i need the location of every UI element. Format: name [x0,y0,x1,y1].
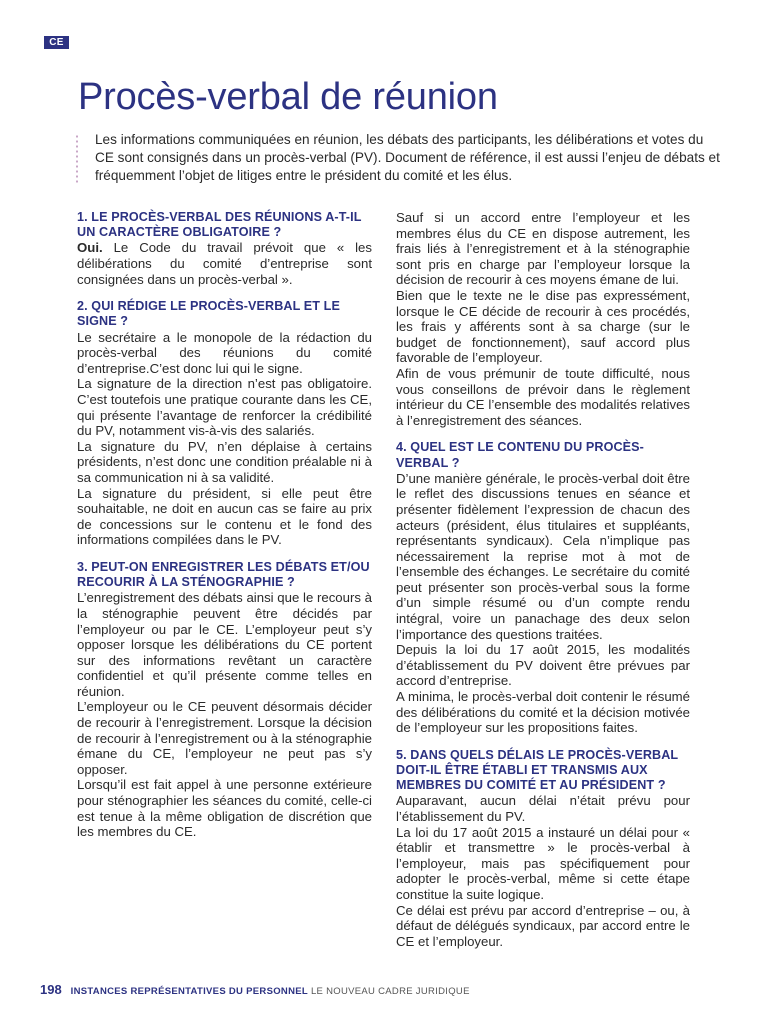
section-1 [77,210,372,287]
intro-paragraph: Les informations communiquées en réunion, les débats des participants, les délibérations et votes du CE sont consignés dans un procès-verbal (PV). Document de référence, il est aussi l’enjeu de débats et fréquemment l’objet de litiges entre le président du comité et les élus. [95,132,720,183]
left-column [77,210,372,840]
section-1-paragraph [77,240,372,287]
section-4-paragraph-1: D’une manière générale, le procès-verbal doit être le reflet des discussions tenues en séance et présenter fidèlement l’expression de chacun des acteurs (président, élus titulaires et suppléants, représentants syndicaux). Cela n’implique pas nécessairement la reprise mot à mot de l’ensemble des échanges. Le secrétaire du comité peut présenter son procès-verbal sous la forme d’un simple résumé ou d’un compte rendu intégral, voire un panachage des deux selon l’importance des questions traitées. [396,470,690,642]
section-4-paragraph-3: A minima, le procès-verbal doit contenir le résumé des délibérations du comité et la décision motivée de l’employeur sur les propositions faites. [396,689,690,736]
section-4-paragraph-2: Depuis la loi du 17 août 2015, les modalités d’établissement du PV doivent être prévues par accord d’entreprise. [396,642,690,689]
section-2 [77,299,372,548]
section-4-heading: 4. QUEL EST LE CONTENU DU PROCÈS-VERBAL ? [396,440,644,470]
section-1-heading: 1. LE PROCÈS-VERBAL DES RÉUNIONS A-T-IL UN CARACTÈRE OBLIGATOIRE ? [77,210,362,240]
decorative-dotted-rule [76,134,78,184]
section-2-paragraph-2: La signature de la direction n’est pas obligatoire. C’est toutefois une pratique courante dans les CE, qui présente l’avantage de renforcer la crédibilité du PV, notamment vis-à-vis des salariés. [77,376,372,439]
section-3-paragraph-3: Lorsqu’il est fait appel à une personne extérieure pour sténographier les séances du comité, celle-ci est tenue à la même obligation de discrétion que les membres du CE. [77,777,372,840]
section-1-lead: Oui. [77,240,103,256]
section-4 [396,440,690,736]
right-column [396,210,690,949]
section-5-heading: 5. DANS QUELS DÉLAIS LE PROCÈS-VERBAL DOIT-IL ÊTRE ÉTABLI ET TRANSMIS AUX MEMBRES DU COMITÉ ET AU PRÉSIDENT ? [396,747,678,793]
page-footer [40,982,470,997]
footer-subtitle: LE NOUVEAU CADRE JURIDIQUE [310,986,470,997]
section-3-paragraph-1: L’enregistrement des débats ainsi que le recours à la sténographie peuvent être décidés par l’employeur ou par le CE. L’employeur peut s’y opposer lorsque les délibérations du CE portent sur des informations revêtant un caractère confidentiel et qu’il présente comme telles en réunion. [77,590,372,699]
section-5 [396,748,690,950]
section-tag: CE [44,36,69,49]
section-5-paragraph-1: Auparavant, aucun délai n’était prévu pour l’établissement du PV. [396,793,690,825]
section-2-paragraph-1: Le secrétaire a le monopole de la rédaction du procès-verbal des réunions du comité d’entreprise.C’est donc lui qui le signe. [77,329,372,376]
section-2-paragraph-4: La signature du président, si elle peut être souhaitable, ne doit en aucun cas se faire au prix de concessions sur le contenu et le fond des informations compilées dans le PV. [77,485,372,548]
section-5-paragraph-3: Ce délai est prévu par accord d’entreprise – ou, à défaut de délégués syndicaux, par accord entre le CE et l’employeur. [396,902,690,949]
section-3-paragraph-4: Sauf si un accord entre l’employeur et les membres élus du CE en dispose autrement, les frais liés à l’enregistrement et à la sténographie sont pris en charge par l’employeur lorsque la décision de recourir à ces moyens émane de lui. [396,210,690,288]
section-2-heading: 2. QUI RÉDIGE LE PROCÈS-VERBAL ET LE SIGNE ? [77,299,340,329]
section-3-heading: 3. PEUT-ON ENREGISTRER LES DÉBATS ET/OU RECOURIR À LA STÉNOGRAPHIE ? [77,559,370,590]
section-5-paragraph-2: La loi du 17 août 2015 a instauré un délai pour « établir et transmettre » le procès-verbal à l’employeur, mais pas spécifiquement pour adopter le procès-verbal, même si cette étape constitue la suite logique. [396,824,690,902]
section-3-paragraph-5: Bien que le texte ne le dise pas expressément, lorsque le CE décide de recourir à ces procédés, les frais y afférents sont à sa charge (sur le budget de fonctionnement), sauf accord plus favorable de l’employeur. [396,287,690,366]
section-3-paragraph-6: Afin de vous prémunir de toute difficulté, nous vous conseillons de prévoir dans le règlement intérieur du CE l’ensemble des modalités relatives à l’enregistrement des séances. [396,365,690,428]
footer-publication: INSTANCES REPRÉSENTATIVES DU PERSONNEL [70,986,308,997]
section-1-text: Le Code du travail prévoit que « les délibérations du comité d’entreprise sont consignées dans un procès-verbal ». [77,240,372,287]
section-3-paragraph-2: L’employeur ou le CE peuvent désormais décider de recourir à l’enregistrement. Lorsque la décision de recourir à l’enregistrement ou à la sténographie émane du CE, l’employeur ne peut pas s’y opposer. [77,699,372,777]
section-3-continued [396,210,690,428]
section-2-paragraph-3: La signature du PV, n’en déplaise à certains présidents, n’est donc une condition préalable ni à sa communication ni à sa validité. [77,438,372,485]
page-number: 198 [40,982,62,997]
section-3 [77,560,372,840]
page-title: Procès-verbal de réunion [78,76,498,118]
